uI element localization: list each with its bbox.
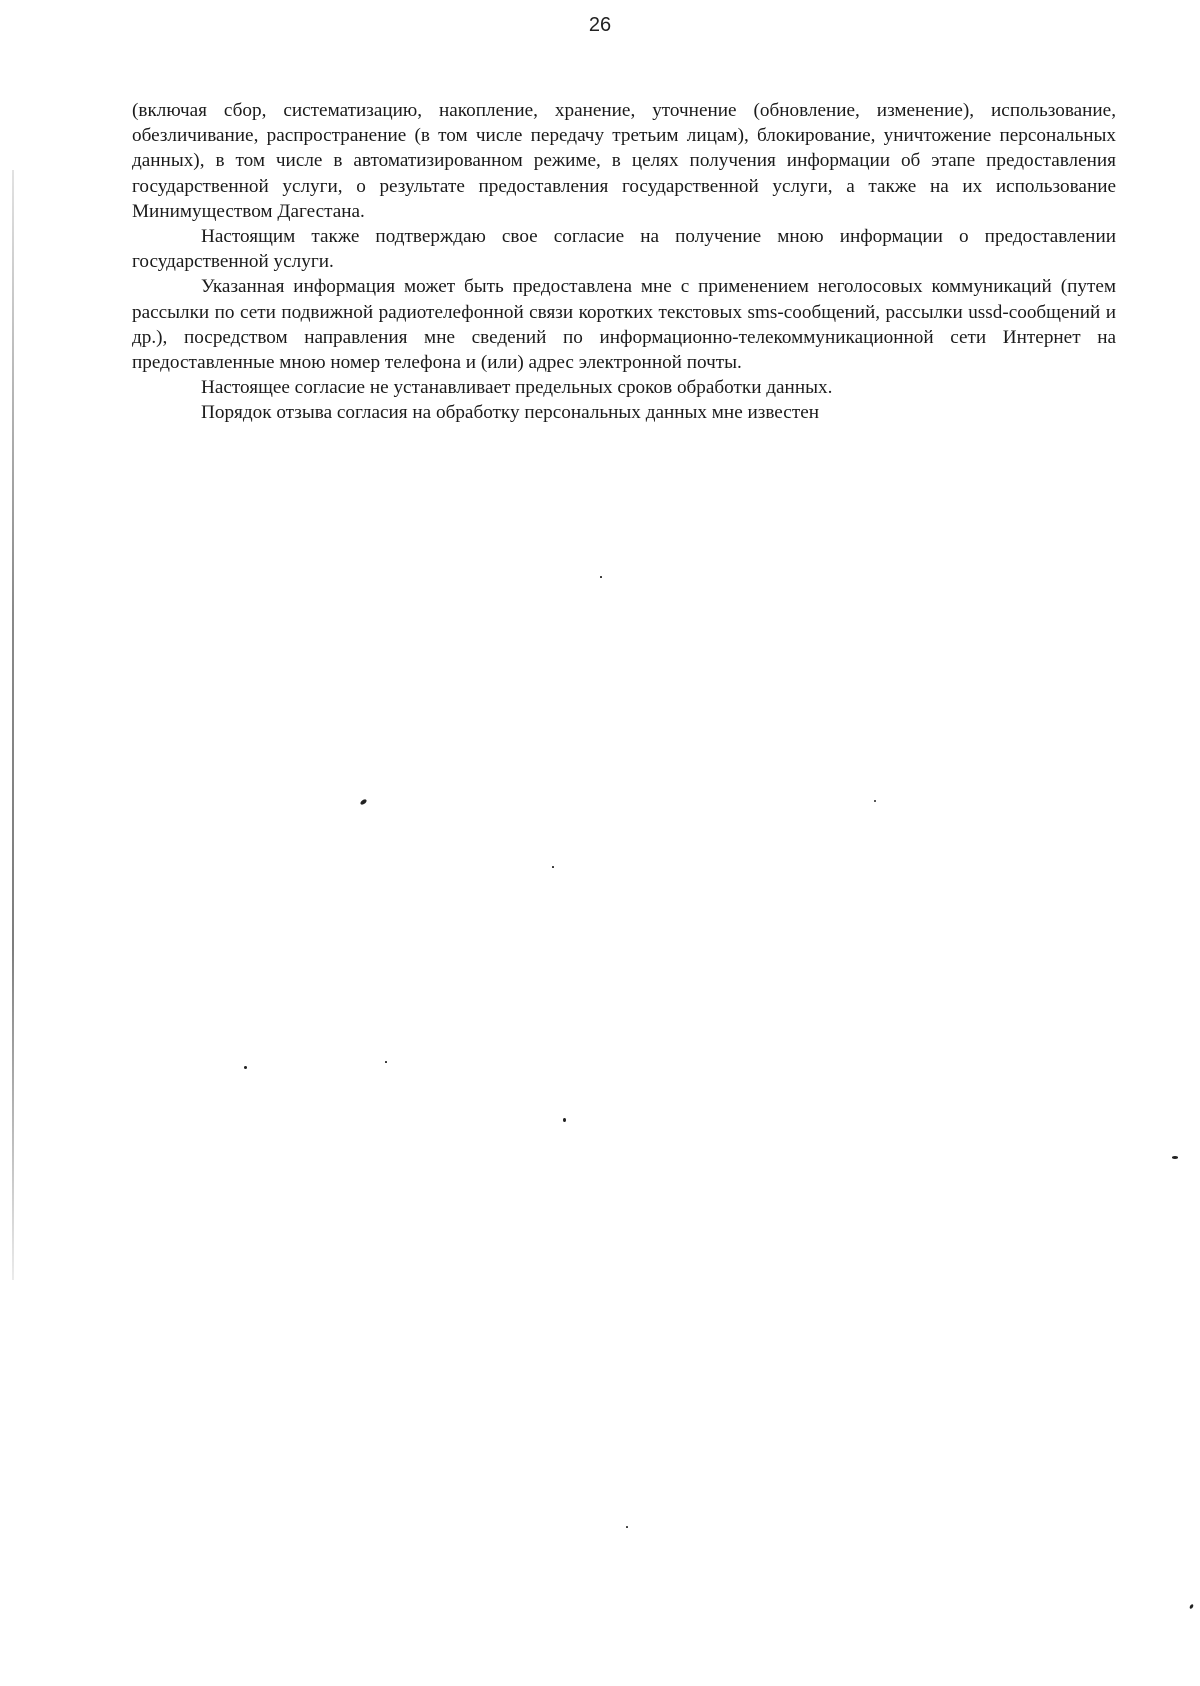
scan-speck: [1172, 1156, 1178, 1159]
paragraph-info-consent: Настоящим также подтверждаю свое согласие на получение мною информации о предоставлении государственной услуги.: [132, 226, 1116, 273]
paragraph-communication-channels: Указанная информация может быть предоставлена мне с применением неголосовых коммуникаций (путем рассылки по сети подвижной радиотелефонной связи коротких текстовых sms-сообщений, рассылки ussd-сообщений и др.), посредством направления мне сведений по информационно-телекоммуникационной сети Интернет на предоставленные мною номер телефона и (или) адрес электронной почты.: [132, 276, 1116, 374]
scan-speck: [563, 1118, 566, 1122]
document-body: [132, 98, 1116, 426]
scan-speck: [385, 1061, 387, 1063]
page-number: 26: [588, 14, 612, 36]
scan-speck: [359, 798, 367, 805]
scan-edge-line: [12, 170, 14, 1280]
scan-speck: [626, 1526, 628, 1528]
scan-speck: [874, 800, 876, 802]
paragraph-consent-scope: (включая сбор, систематизацию, накопление, хранение, уточнение (обновление, изменение), использование, обезличивание, распространение (в том числе передачу третьим лицам), блокирование, уничтожение персональных данных), в том числе в автоматизированном режиме, в целях получения информации об этапе предоставления государственной услуги, о результате предоставления государственной услуги, а также на их использование Минимуществом Дагестана.: [132, 100, 1116, 222]
scan-speck: [600, 576, 602, 578]
scan-speck: [244, 1066, 247, 1069]
paragraph-withdrawal-known: Порядок отзыва согласия на обработку персональных данных мне известен: [201, 402, 819, 424]
scan-speck: [1189, 1604, 1194, 1610]
paragraph-no-time-limit: Настоящее согласие не устанавливает предельных сроков обработки данных.: [201, 377, 833, 399]
scan-speck: [552, 866, 554, 868]
